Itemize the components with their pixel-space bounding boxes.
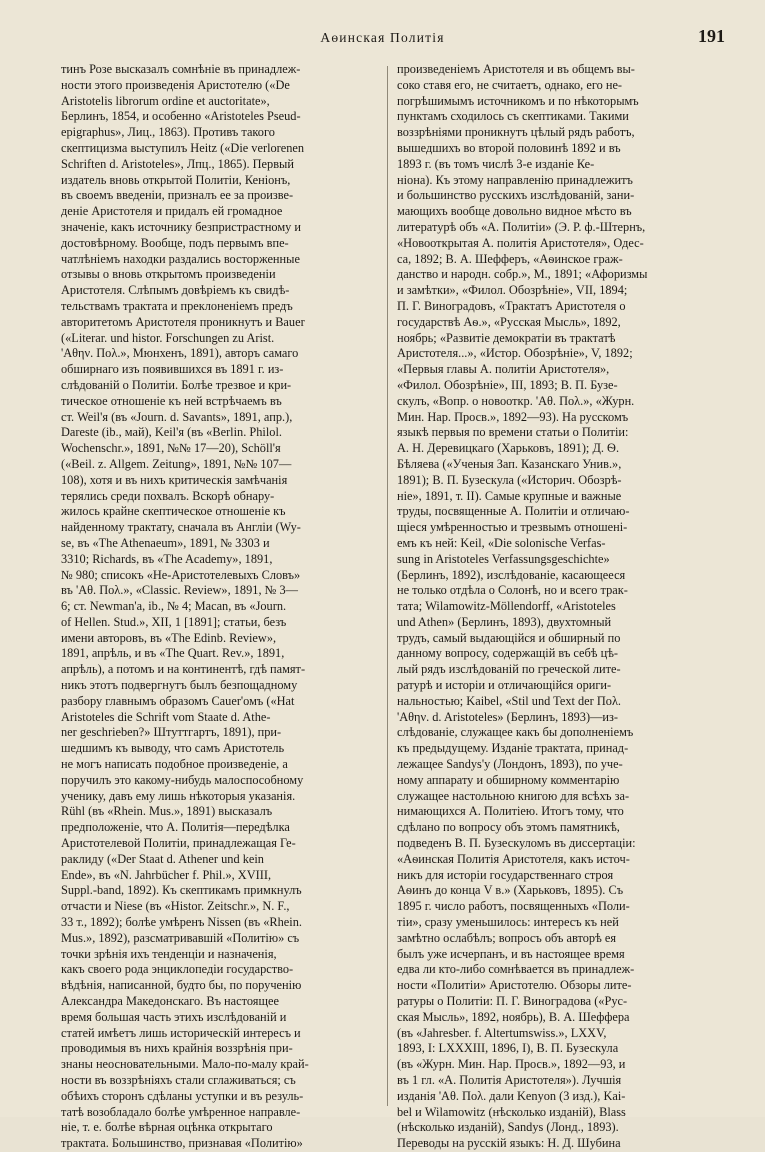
text-line: разбору главнымъ образомъ Cauer'омъ («Hat [61, 693, 295, 708]
text-line: Aristoteles die Schrift vom Staate d. Athe- [61, 709, 271, 724]
text-line: of Hellen. Stud.», XII, 1 [1891]; статьи, безъ [61, 614, 287, 629]
text-line: («Beil. z. Allgem. Zeitung», 1891, №№ 107— [61, 456, 292, 471]
text-line: 1893 г. (въ томъ числѣ 3-е изданіе Ке- [397, 156, 595, 171]
text-line: воззрѣніями проникнутъ цѣлый рядъ работъ, [397, 125, 635, 140]
text-line: Suppl.-band, 1892). Къ скептикамъ примкнулъ [61, 883, 302, 898]
text-line: произведеніемъ Аристотеля и въ общемъ вы- [397, 62, 635, 76]
text-line: ности этого произведенія Аристотелю («De [61, 77, 290, 92]
text-line: отчасти и Niese (въ «Histor. Zeitschr.», N. F., [61, 899, 290, 914]
text-line: (Берлинъ, 1892), изслѣдованіе, касающееся [397, 567, 626, 582]
text-line: ская Мысль», 1892, ноябрь), В. А. Шеффера [397, 1009, 630, 1024]
text-line: Dareste (ib., май), Keil'я (въ «Berlin. Philol. [61, 425, 282, 440]
text-line: не могъ написать подобное произведеніе, а [61, 757, 288, 772]
text-line: Мин. Нар. Просв.», 1892—93). На русскомъ [397, 409, 629, 424]
text-line: Аристотеля. Слѣпымъ довѣріемъ къ свидѣ- [61, 283, 290, 298]
text-line: соко ставя его, не считаетъ, однако, его не- [397, 77, 623, 92]
text-line: имени авторовъ, въ «The Edinb. Review», [61, 630, 277, 645]
text-line: (нѣсколько изданій), Sandys (Лонд., 1893). [397, 1120, 619, 1135]
text-line: sung in Aristoteles Verfassungsgeschichte» [397, 551, 610, 566]
text-line: въ 'Αθ. Πολ.», «Classic. Review», 1891, № 3— [61, 583, 299, 598]
text-line: государствѣ Аѳ.», «Русская Мысль», 1892, [397, 314, 621, 329]
text-line: «Новооткрытая А. политія Аристотеля», Одес- [397, 235, 644, 250]
text-line: 1893, I: LXXXIII, 1896, I), В. П. Бузескула [397, 1041, 619, 1056]
text-line: ности въ воззрѣніяхъ стали сглаживаться; съ [61, 1073, 296, 1087]
text-line: достовѣрному. Вообще, подъ первымъ впе- [61, 235, 289, 250]
text-line: терялись среди похвалъ. Вскорѣ обнару- [61, 488, 275, 503]
text-line: никъ для исторіи государственнаго строя [397, 867, 614, 882]
text-line: bel и Wilamowitz (нѣсколько изданій), Blass [397, 1104, 626, 1119]
text-line: тическое отношеніе къ ней встрѣчаемъ въ [61, 393, 282, 408]
text-line: щіеся умѣренностью и трезвымъ отношені- [397, 520, 628, 535]
text-line: емъ къ ней: Keil, «Die solonische Verfas- [397, 535, 606, 550]
text-line: никъ этотъ подвергнутъ былъ безпощадному [61, 678, 298, 693]
text-line: трактата. Большинство, признавая «Политію» [61, 1136, 303, 1151]
text-line: лый рядъ изслѣдованій по греческой лите- [397, 662, 621, 677]
text-line: найденному трактату, сначала въ Англіи (Wy- [61, 520, 301, 535]
text-line: se, въ «The Athenaeum», 1891, № 3303 и [61, 535, 270, 550]
text-line: изданія 'Αθ. Πολ. дали Kenyon (3 изд.), Kai- [397, 1088, 626, 1103]
text-line: жилось крайне скептическое отношеніе къ [61, 504, 286, 519]
text-line: значеніе, какъ источнику безпристрастному и [61, 219, 302, 234]
right-column [397, 62, 731, 1152]
text-line: ратуры о Политіи: П. Г. Виноградова («Рус- [397, 994, 628, 1009]
text-line: данному вопросу, содержащій въ себѣ цѣ- [397, 646, 619, 661]
text-line: Берлинъ, 1854, и особенно «Aristoteles Pseud- [61, 109, 301, 124]
text-line: обѣихъ сторонъ сдѣланы уступки и въ резуль- [61, 1088, 304, 1103]
text-line: ст. Weil'я (въ «Journ. d. Savants», 1891, апр.), [61, 409, 293, 424]
text-line: былъ уже исчерпанъ, и въ настоящее время [397, 946, 625, 961]
text-line: «Аѳинская Политія Аристотеля, какъ источ- [397, 851, 630, 866]
text-line: шедшимъ къ выводу, что самъ Аристотель [61, 741, 285, 756]
running-title: Аѳинская Политія [320, 30, 445, 45]
text-line: 6; ст. Newman'a, ib., № 4; Macan, въ «Journ. [61, 599, 287, 614]
text-line: (въ «Jahresber. f. Altertumswiss.», LXXV, [397, 1025, 607, 1040]
text-line: ности «Политіи» Аристотелю. Обзоры лите- [397, 978, 632, 993]
text-line: epigraphus», Лиц., 1863). Противъ такого [61, 125, 275, 140]
text-line: А. Н. Деревицкаго (Харьковъ, 1891); Д. Ѳ. [397, 441, 620, 456]
text-line: точки зрѣнія ихъ тенденціи и назначенія, [61, 946, 277, 961]
text-line: слѣдованіе, служащее какъ бы дополненіемъ [397, 725, 634, 740]
text-line: 108), хотя и въ нихъ критическія замѣчанія [61, 472, 288, 487]
text-line: «Филол. Обозрѣніе», III, 1893; В. П. Бузе- [397, 377, 618, 392]
text-line: время большая часть этихъ изслѣдованій и [61, 1009, 287, 1024]
text-line: 'Αθην. d. Aristoteles» (Берлинъ, 1893)—из- [397, 709, 619, 724]
text-line: какъ своего рода энциклопедіи государство- [61, 962, 294, 977]
text-line: знаны неосновательными. Мало-по-малу край- [61, 1057, 309, 1072]
text-line: данство и народн. собр.», М., 1891; «Афоризмы [397, 267, 648, 282]
text-line: 1895 г. число работъ, посвященныхъ «Поли- [397, 899, 630, 914]
text-line: скептицизма выступилъ Heitz («Die verlorenen [61, 140, 305, 155]
text-line: (въ «Журн. Мин. Нар. Просв.», 1892—93, и [397, 1057, 626, 1072]
text-line: Бѣляева («Ученыя Зап. Казанскаго Унив.», [397, 456, 622, 471]
text-line: «Первыя главы А. политіи Аристотеля», [397, 362, 610, 377]
text-line: и большинство русскихъ изслѣдованій, зани- [397, 188, 635, 203]
text-line: отзывы о вновь открытомъ произведеніи [61, 267, 276, 282]
text-line: тата; Wilamowitz-Möllendorff, «Aristoteles [397, 599, 616, 614]
text-line: тіи», сразу уменьшилось: интересъ къ ней [397, 915, 619, 930]
text-line: языкѣ первыя по времени статьи о Политіи: [397, 425, 629, 440]
text-line: тинъ Розе высказалъ сомнѣніе въ принадлеж- [61, 62, 301, 76]
text-line: са, 1892; В. А. Шефферъ, «Аѳинское граж- [397, 251, 623, 266]
left-column [61, 62, 388, 1152]
text-line: раклиду («Der Staat d. Athener und kein [61, 851, 264, 866]
running-header [0, 26, 765, 50]
text-line: поручилъ это какому-нибудь малоспособному [61, 772, 304, 787]
text-line: № 980; списокъ «He-Аристотелевыхъ Словъ» [61, 567, 301, 582]
text-line: Rühl (въ «Rhein. Mus.», 1891) высказалъ [61, 804, 273, 819]
text-line: ner geschrieben?» Штуттгартъ, 1891), при- [61, 725, 282, 740]
text-line: ному аппарату и обширному комментарію [397, 772, 620, 787]
text-line: Александра Македонскаго. Въ настоящее [61, 994, 279, 1009]
text-line: замѣтно ослабѣлъ; вопросъ объ авторѣ ея [397, 930, 617, 945]
text-line: апрѣль), а потомъ и на континентѣ, гдѣ памят- [61, 662, 306, 677]
text-line: ніе», 1891, т. II). Самые крупные и важные [397, 488, 622, 503]
text-line: ніе, т. е. болѣе вѣрная оцѣнка открытаго [61, 1120, 273, 1135]
text-line: вѣдѣнія, написанной, будто бы, по порученію [61, 978, 302, 993]
text-line: едва ли кто-либо сомнѣвается въ принадлеж- [397, 962, 635, 977]
text-line: тельствамъ трактата и преклоненіемъ предъ [61, 298, 293, 313]
text-line: П. Г. Виноградовъ, «Трактатъ Аристотеля о [397, 298, 626, 313]
text-line: слѣдованій о Политіи. Болѣе трезвое и кри- [61, 377, 292, 392]
text-line: предположеніе, что А. Политія—передѣлка [61, 820, 290, 835]
text-line: Аѳинъ до конца V в.» (Харьковъ, 1895). Съ [397, 883, 624, 898]
text-line: («Literar. und histor. Forschungen zu Arist. [61, 330, 275, 345]
text-line: издатель вновь открытой Политіи, Кеніонъ, [61, 172, 291, 187]
text-line: лежащее Sandys'y (Лондонъ, 1893), по уче- [397, 757, 623, 772]
text-line: пунктамъ сходилось съ скептиками. Такими [397, 109, 629, 124]
text-line: Ende», въ «N. Jahrbücher f. Phil.», XVIII, [61, 867, 272, 882]
text-line: Schriften d. Aristoteles», Лпц., 1865). Первый [61, 156, 294, 171]
text-line: мающихъ вообще довольно видное мѣсто въ [397, 204, 632, 219]
text-line: und Athen» (Берлинъ, 1893), двухтомный [397, 614, 612, 629]
text-line: Wochenschr.», 1891, №№ 17—20), Schöll'я [61, 441, 281, 456]
text-line: сдѣлано по вопросу объ этомъ памятникѣ, [397, 820, 620, 835]
text-line: Mus.», 1892), разсматривавшій «Политію» съ [61, 930, 300, 945]
text-line: Переводы на русскій языкъ: Н. Д. Шубина [397, 1136, 621, 1151]
text-line: вышедшихъ во второй половинѣ 1892 и въ [397, 140, 621, 155]
text-line: ноябрь; «Развитіе демократіи въ трактатѣ [397, 330, 616, 345]
text-line: 1891, апрѣль, и въ «The Quart. Rev.», 1891, [61, 646, 285, 661]
text-line: скулъ, «Вопр. о новооткр. 'Αθ. Πολ.», «Журн. [397, 393, 635, 408]
text-line: авторитетомъ Аристотеля проникнутъ и Bauer [61, 314, 305, 329]
text-line: служащее настольною книгою для всѣхъ за- [397, 788, 630, 803]
text-line: и замѣтки», «Филол. Обозрѣніе», VII, 1894; [397, 283, 628, 298]
text-line: не только отдѣла о Солонѣ, но и всего трак- [397, 583, 628, 598]
text-line: Aristotelis librorum ordine et auctoritate», [61, 93, 270, 108]
text-line: трудъ, самый выдающійся и обширный по [397, 630, 621, 645]
page-number: 191 [698, 26, 725, 46]
text-line: статей имѣетъ лишь историческій интересъ и [61, 1025, 301, 1040]
text-line: Аристотеля...», «Истор. Обозрѣніе», V, 1892; [397, 346, 633, 361]
text-line: ніона). Къ этому направленію принадлежитъ [397, 172, 633, 187]
text-line: нальностью; Kaibel, «Stil und Text der Πολ. [397, 693, 622, 708]
text-line: обширнаго изъ появившихся въ 1891 г. из- [61, 362, 284, 377]
column-divider [387, 66, 388, 1106]
text-line: чатлѣніемъ находки раздались восторженные [61, 251, 300, 266]
text-line: нимающихся А. Политіею. Итогъ тому, что [397, 804, 624, 819]
text-line: Аристотелевой Политіи, принадлежащая Ге- [61, 836, 296, 851]
text-line: деніе Аристотеля и придалъ ей громадное [61, 204, 283, 219]
text-line: труды, посвященные А. Политіи и отличаю- [397, 504, 630, 519]
text-line: погрѣшимымъ источникомъ и по нѣкоторымъ [397, 93, 639, 108]
text-line: 3310; Richards, въ «The Academy», 1891, [61, 551, 273, 566]
text-line: къ предыдущему. Изданіе трактата, принад- [397, 741, 629, 756]
text-line: ратурѣ и исторіи и отличающійся ориги- [397, 678, 612, 693]
text-line: подведенъ В. П. Бузескуломъ въ диссертаціи: [397, 836, 636, 851]
text-line: 'Αθην. Πολ.», Мюнхенъ, 1891), авторъ самаго [61, 346, 299, 361]
text-line: 33 т., 1892); болѣе умѣренъ Nissen (въ «Rhein. [61, 915, 302, 930]
text-line: 1891); В. П. Бузескула («Историч. Обозрѣ- [397, 472, 622, 487]
text-line: проводимыя въ нихъ крайнія воззрѣнія при- [61, 1041, 293, 1056]
text-line: въ 1 гл. «А. Политія Аристотеля»). Лучшія [397, 1073, 622, 1087]
text-line: татѣ возобладало болѣе умѣренное направле- [61, 1104, 301, 1119]
text-line: въ своемъ введеніи, призналъ ее за произве- [61, 188, 294, 203]
text-line: ученику, давъ ему лишь нѣкоторыя указанія. [61, 788, 296, 803]
text-line: литературѣ объ «А. Политіи» (Э. Р. ф.-Штернъ, [397, 219, 646, 234]
